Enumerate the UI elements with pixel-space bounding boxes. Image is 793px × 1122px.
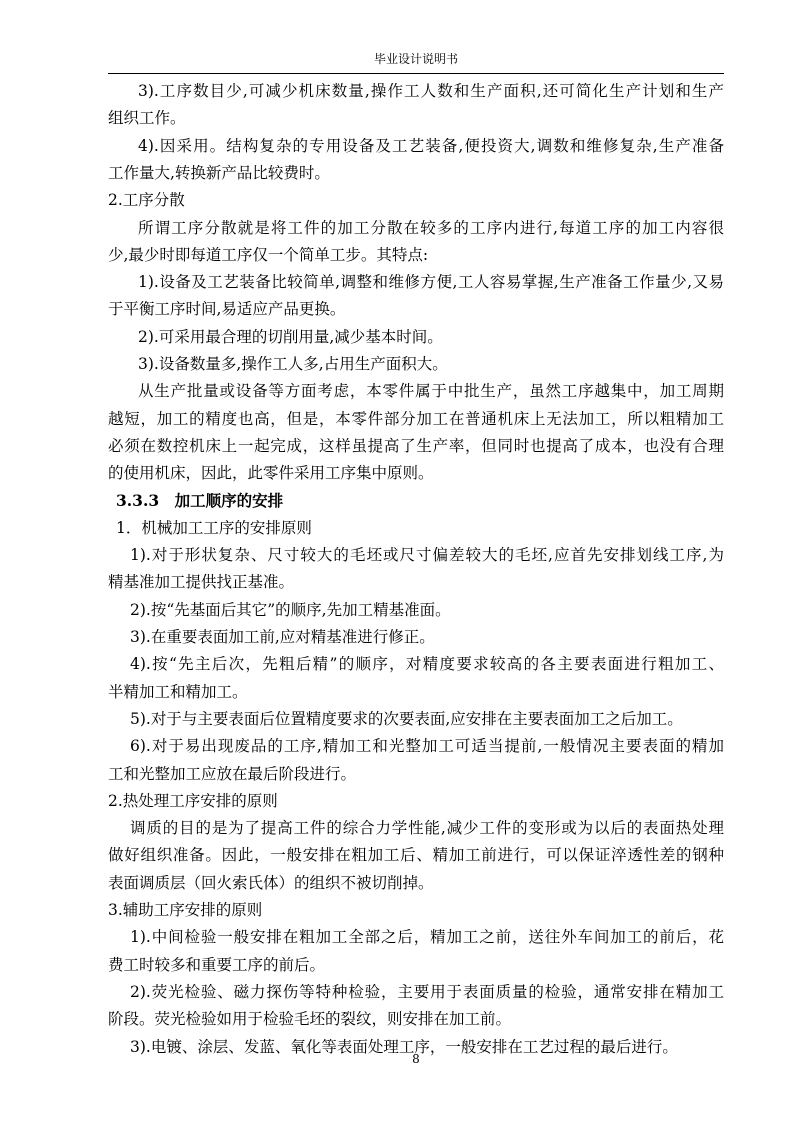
page-header: 毕业设计说明书 [373, 52, 458, 66]
text-line: 4).按“先主后次，先粗后精”的顺序，对精度要求较高的各主要表面进行粗加工、 [130, 655, 724, 674]
text-line: 2).可采用最合理的切削用量,减少基本时间。 [138, 327, 443, 346]
text-line: 3).电镀、涂层、发蓝、氧化等表面处理工序，一般安排在工艺过程的最后进行。 [130, 1037, 678, 1056]
text-line: 工作量大,转换新产品比较费时。 [108, 163, 330, 182]
text-line: 2.工序分散 [108, 191, 185, 210]
text-line: 从生产批量或设备等方面考虑，本零件属于中批生产，虽然工序越集中，加工周期 [138, 382, 724, 401]
text-line: 表面调质层（回火索氏体）的组织不被切削掉。 [108, 873, 434, 892]
text-line: 3).设备数量多,操作工人多,占用生产面积大。 [138, 355, 448, 373]
text-line: 1).设备及工艺装备比较简单,调整和维修方便,工人容易掌握,生产准备工作量少,又易 [138, 273, 724, 292]
text-line: 3).在重要表面加工前,应对精基准进行修正。 [130, 628, 435, 646]
text-line: 4).因采用。结构复杂的专用设备及工艺装备,便投资大,调数和维修复杂,生产准备 [138, 136, 724, 155]
text-line: 越短，加工的精度也高，但是，本零件部分加工在普通机床上无法加工，所以粗精加工 [108, 409, 724, 428]
text-line: 6).对于易出现废品的工序,精加工和光整加工可适当提前,一般情况主要表面的精加 [130, 737, 724, 756]
text-line: 做好组织准备。因此，一般安排在粗加工后、精加工前进行，可以保证淬透性差的钢种 [108, 846, 724, 865]
text-line: 所谓工序分散就是将工件的加工分散在较多的工序内进行,每道工序的加工内容很 [138, 218, 724, 237]
text-line: 1).对于形状复杂、尺寸较大的毛坯或尺寸偏差较大的毛坯,应首先安排划线工序,为 [130, 546, 724, 565]
header-rule [108, 73, 724, 74]
text-line: 3.辅助工序安排的原则 [108, 901, 263, 919]
text-line: 费工时较多和重要工序的前后。 [108, 955, 326, 974]
text-line: 必须在数控机床上一起完成，这样虽提高了生产率，但同时也提高了成本，也没有合理 [108, 436, 724, 455]
text-line: 的使用机床，因此，此零件采用工序集中原则。 [108, 464, 434, 483]
text-line: 2).荧光检验、磁力探伤等特种检验，主要用于表面质量的检验，通常安排在精加工 [130, 982, 724, 1001]
text-line: 少,最少时即每道工序仅一个简单工步。其特点: [108, 245, 429, 264]
text-line: 2.热处理工序安排的原则 [108, 791, 278, 810]
text-line: 精基准加工提供找正基准。 [108, 573, 295, 592]
text-line: 1).中间检验一般安排在粗加工全部之后，精加工之前，送往外车间加工的前后，花 [130, 928, 724, 947]
text-line: 组织工作。 [108, 109, 186, 128]
text-line: 阶段。荧光检验如用于检验毛坯的裂纹，则安排在加工前。 [108, 1010, 512, 1029]
text-line: 工和光整加工应放在最后阶段进行。 [108, 764, 357, 783]
text-line: 3.3.3 加工顺序的安排 [116, 490, 284, 510]
text-line: 3).工序数目少,可减少机床数量,操作工人数和生产面积,还可简化生产计划和生产 [138, 82, 724, 100]
text-line: 2).按“先基面后其它”的顺序,先加工精基准面。 [130, 600, 451, 619]
text-line: 调质的目的是为了提高工件的综合力学性能,减少工件的变形或为以后的表面热处理 [130, 819, 724, 838]
text-line: 1．机械加工工序的安排原则 [116, 518, 312, 537]
text-line: 半精加工和精加工。 [108, 682, 248, 701]
page-number: 8 [412, 1052, 420, 1066]
text-line: 于平衡工序时间,易适应产品更换。 [108, 300, 346, 319]
text-line: 5).对于与主要表面后位置精度要求的次要表面,应安排在主要表面加工之后加工。 [130, 709, 683, 728]
